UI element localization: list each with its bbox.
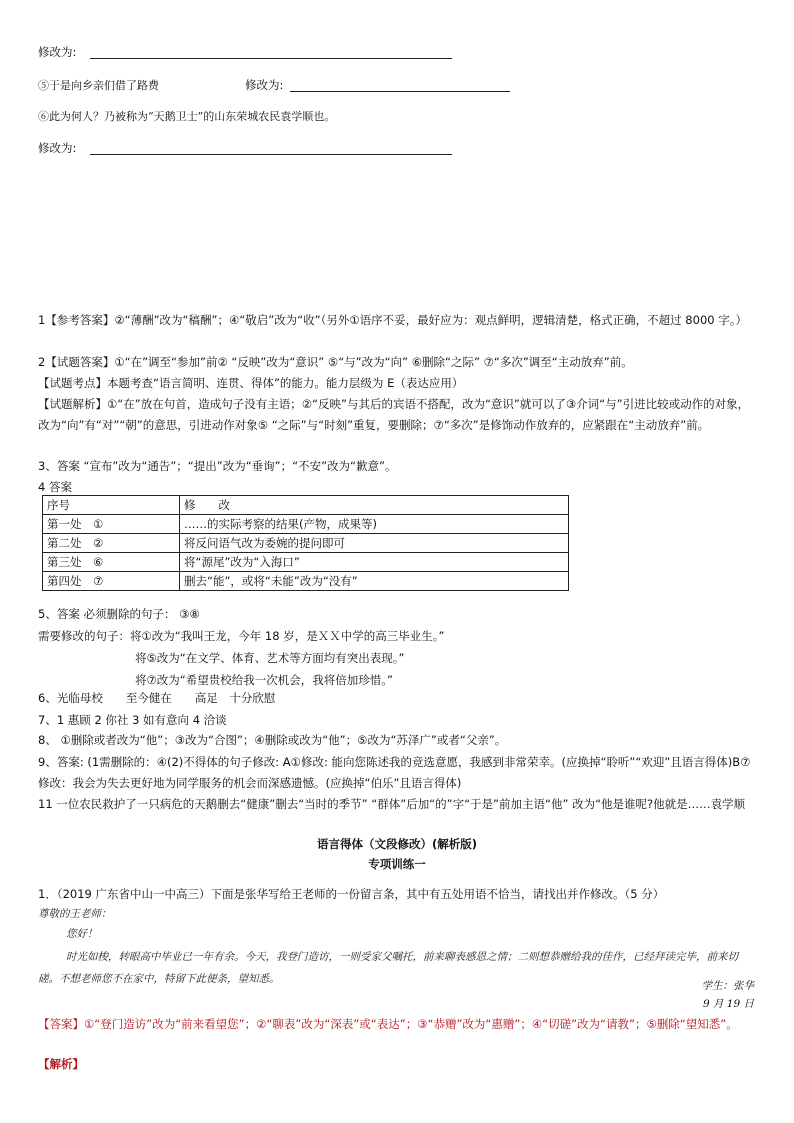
answer-5-line-1: 需要修改的句子：将①改为“我叫王龙，今年 18 岁，是ＸＸ中学的高三毕业生。” — [38, 629, 445, 643]
section-title: 语言得体（文段修改）(解析版) — [316, 837, 477, 851]
letter-body: 时光如梭，转眼高中毕业已一年有余。今天，我登门造访，一则受家父嘱托，前来聊表感恩之情；二则想恭赠给我的佳作，已经拜读完毕，前来切磋。不想老师您不在家中，特留下此便条，望知悉。 — [38, 951, 738, 985]
answer-7: 7、1 惠顾 2 你社 3 如有意向 4 洽谈 — [38, 713, 227, 727]
table-header-cell: 修 改 — [180, 496, 569, 515]
answer-2: 2【试题答案】①“在”调至“参加”前② “反映”改为“意识” ⑤“与”改为“向” ⑥删除“之际” ⑦“多次”调至“主动放弃”前。 — [38, 355, 633, 369]
table-cell: 第一处 ① — [43, 515, 180, 534]
table-header-row — [43, 496, 569, 515]
item-6: ⑥此为何人？乃被称为“天鹅卫士”的山东荣城农民袁学顺也。 — [38, 110, 336, 123]
letter-signature: 学生：张华 — [701, 980, 754, 992]
table-row — [43, 515, 569, 534]
section-subtitle: 专项训练一 — [368, 857, 426, 871]
answer-2-analysis: 【试题解析】①“在”放在句首，造成句子没有主语；②“反映”与其后的宾语不搭配，改为“意识”就可以了③介词“与”引进比较或动作的对象，改为“向”有“对”“朝”的意思，引进动作对象⑤ “之际”与“时刻”重复，要删除；⑦“多次”是修饰动作放弃的，应紧跟在“主动放弃”前。 — [38, 397, 750, 432]
table-row — [43, 534, 569, 553]
rewrite-label-2: 修改为: — [245, 78, 284, 92]
answer-5-line-2: 将⑤改为“在文学、体育、艺术等方面均有突出表现。” — [135, 651, 405, 665]
rewrite-label-3: 修改为: — [38, 141, 77, 155]
letter-salutation: 尊敬的王老师： — [38, 908, 112, 920]
answer-5: 5、答案 必须删除的句子： ③⑧ — [38, 607, 200, 621]
table-cell: ……的实际考察的结果(产物，成果等) — [180, 515, 569, 534]
answer-4: 4 答案 — [38, 480, 72, 494]
answer-9: 9、答案: (1需删除的：④(2)不得体的句子修改: A①修改: 能向您陈述我的竞选意愿，我感到非常荣幸。(应换掉“聆听”“欢迎”且语言得体)B⑦修改：我会为失去更好地为同学服务的机会而深感遗憾。(应换掉“伯乐”且语言得体) — [38, 755, 751, 790]
rewrite-label-1: 修改为: — [38, 45, 77, 59]
table-row — [43, 553, 569, 572]
question-1-prompt: 1．（2019 广东省中山一中高三）下面是张华写给王老师的一份留言条，其中有五处用语不恰当，请找出并作修改。（5 分） — [38, 887, 665, 901]
table-cell: 第四处 ⑦ — [43, 572, 180, 591]
table-cell: 第三处 ⑥ — [43, 553, 180, 572]
item-5: ⑤于是向乡亲们借了路费 — [38, 79, 159, 92]
table-row — [43, 572, 569, 591]
question-1-analysis-label: 【解析】 — [38, 1057, 84, 1071]
answer-11: 11 一位农民救护了一只病危的天鹅删去“健康”删去“当时的季节” “群体”后加“的”字“于是”前加主语“他” 改为“他是谁呢?他就是……袁学顺 — [38, 797, 746, 811]
letter-greeting: 您好！ — [66, 928, 98, 940]
answer-2-point: 【试题考点】本题考查“语言简明、连贯、得体”的能力。能力层级为 E（表达应用） — [38, 376, 464, 390]
rewrite-blank-1[interactable] — [90, 58, 452, 59]
table-cell: 删去“能”，或将“未能”改为“没有” — [180, 572, 569, 591]
answer-6: 6、光临母校 至今健在 高足 十分欣慰 — [38, 691, 276, 705]
table-cell: 将“源尾”改为“入海口” — [180, 553, 569, 572]
table-cell: 将反问语气改为委婉的提问即可 — [180, 534, 569, 553]
question-1-answer: 【答案】①“登门造访”改为“前来看望您”；②“聊表”改为“深表”或“表达”；③“恭赠”改为“惠赠”；④“切磋”改为“请教”；⑤删除“望知悉”。 — [38, 1017, 738, 1031]
letter-date: 9 月 19 日 — [702, 998, 754, 1010]
table-header-cell: 序号 — [43, 496, 180, 515]
table-cell: 第二处 ② — [43, 534, 180, 553]
rewrite-blank-3[interactable] — [90, 154, 452, 155]
revision-table — [42, 495, 569, 591]
answer-8: 8、 ①删除或者改为“他”；③改为“合图”；④删除或改为“他”；⑤改为“苏泽广”或者“父亲”。 — [38, 733, 507, 747]
rewrite-blank-2[interactable] — [290, 91, 510, 92]
answer-5-line-3: 将⑦改为“希望贵校给我一次机会，我将倍加珍惜。” — [135, 673, 393, 687]
answer-3: 3、答案 “宣布”改为“通告”；“提出”改为“垂询”；“不安”改为“歉意”。 — [38, 459, 397, 473]
answer-1: 1【参考答案】②“薄酬”改为“稿酬”；④“敬启”改为“收”（另外①语序不妥，最好应为：观点鲜明，逻辑清楚，格式正确，不超过 8000 字。） — [38, 313, 747, 327]
